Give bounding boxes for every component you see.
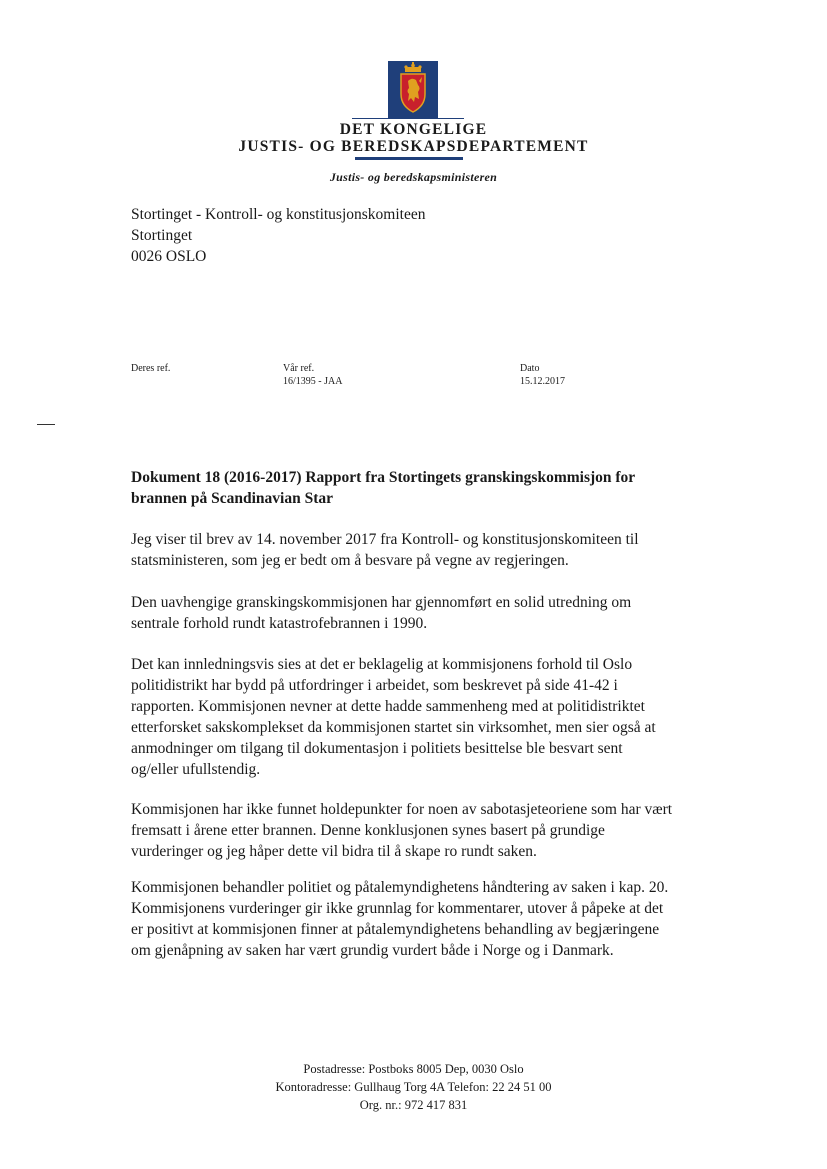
ref-dato xyxy=(520,362,565,388)
paragraph-line: fremsatt i årene etter brannen. Denne konklusjonen synes basert på grundige xyxy=(131,822,605,839)
paragraph-line: er positivt at kommisjonen finner at påtalemyndighetens behandling av begjæringene xyxy=(131,921,660,938)
paragraph-line: anmodninger om tilgang til dokumentasjon i politiets besittelse ble besvart sent xyxy=(131,740,623,757)
subject-heading xyxy=(131,467,741,509)
subject-line-1: Dokument 18 (2016-2017) Rapport fra Stortingets granskingskommisjon for xyxy=(131,469,636,486)
recipient-line-1: Stortinget - Kontroll- og konstitusjonskomiteen xyxy=(131,206,426,223)
ref-deres xyxy=(131,362,170,375)
letterhead-line-1: DET KONGELIGE xyxy=(339,121,488,138)
letterhead-rule-bottom xyxy=(355,157,463,160)
paragraph-line: Kommisjonens vurderinger gir ikke grunnlag for kommentarer, utover å påpeke at det xyxy=(131,900,664,917)
footer-org-number: Org. nr.: 972 417 831 xyxy=(359,1098,468,1112)
ref-dato-value: 15.12.2017 xyxy=(520,376,565,387)
recipient-line-2: Stortinget xyxy=(131,227,193,244)
paragraph-line: statsministeren, som jeg er bedt om å besvare på vegne av regjeringen. xyxy=(131,552,569,569)
paragraph-line: sentrale forhold rundt katastrofebrannen i 1990. xyxy=(131,615,428,632)
ref-var xyxy=(283,362,342,388)
ref-var-label: Vår ref. xyxy=(283,363,315,374)
paragraph-line: politidistrikt har bydd på utfordringer i arbeidet, som beskrevet på side 41-42 i xyxy=(131,677,618,694)
ref-var-value: 16/1395 - JAA xyxy=(283,376,343,387)
paragraph-5 xyxy=(131,877,741,961)
paragraph-line: vurderinger og jeg håper dette vil bidra til å skape ro rundt saken. xyxy=(131,843,537,860)
fold-mark xyxy=(37,424,55,425)
footer-office-address: Kontoradresse: Gullhaug Torg 4A Telefon: 22 24 51 00 xyxy=(275,1080,552,1094)
paragraph-line: etterforsket sakskomplekset da kommisjonen startet sin virksomhet, men sier også at xyxy=(131,719,656,736)
paragraph-line: rapporten. Kommisjonen nevner at dette hadde sammenheng med at politidistriktet xyxy=(131,698,645,715)
footer-address xyxy=(0,1060,827,1114)
minister-title: Justis- og beredskapsministeren xyxy=(329,170,498,184)
paragraph-line: og/eller ufullstendig. xyxy=(131,761,261,778)
footer-postal-address: Postadresse: Postboks 8005 Dep, 0030 Oslo xyxy=(303,1062,524,1076)
paragraph-2 xyxy=(131,592,741,634)
paragraph-line: Den uavhengige granskingskommisjonen har gjennomført en solid utredning om xyxy=(131,594,632,611)
letterhead-line-2: JUSTIS- OG BEREDSKAPSDEPARTEMENT xyxy=(238,138,589,155)
letterhead-rule-top xyxy=(352,118,464,119)
paragraph-line: Jeg viser til brev av 14. november 2017 fra Kontroll- og konstitusjonskomiteen til xyxy=(131,531,639,548)
paragraph-3 xyxy=(131,654,741,780)
paragraph-line: Kommisjonen har ikke funnet holdepunkter for noen av sabotasjeteoriene som har vært xyxy=(131,801,673,818)
ref-dato-label: Dato xyxy=(520,363,540,374)
paragraph-line: om gjenåpning av saken har vært grundig vurdert både i Norge og i Danmark. xyxy=(131,942,614,959)
paragraph-4 xyxy=(131,799,741,862)
subject-line-2: brannen på Scandinavian Star xyxy=(131,490,333,507)
ref-deres-label: Deres ref. xyxy=(131,363,171,374)
paragraph-line: Kommisjonen behandler politiet og påtalemyndighetens håndtering av saken i kap. 20. xyxy=(131,879,669,896)
recipient-address xyxy=(131,204,426,267)
paragraph-1 xyxy=(131,529,741,571)
recipient-line-3: 0026 OSLO xyxy=(131,248,207,265)
norwegian-coat-of-arms-icon xyxy=(388,61,438,118)
paragraph-line: Det kan innledningsvis sies at det er beklagelig at kommisjonens forhold til Oslo xyxy=(131,656,633,673)
